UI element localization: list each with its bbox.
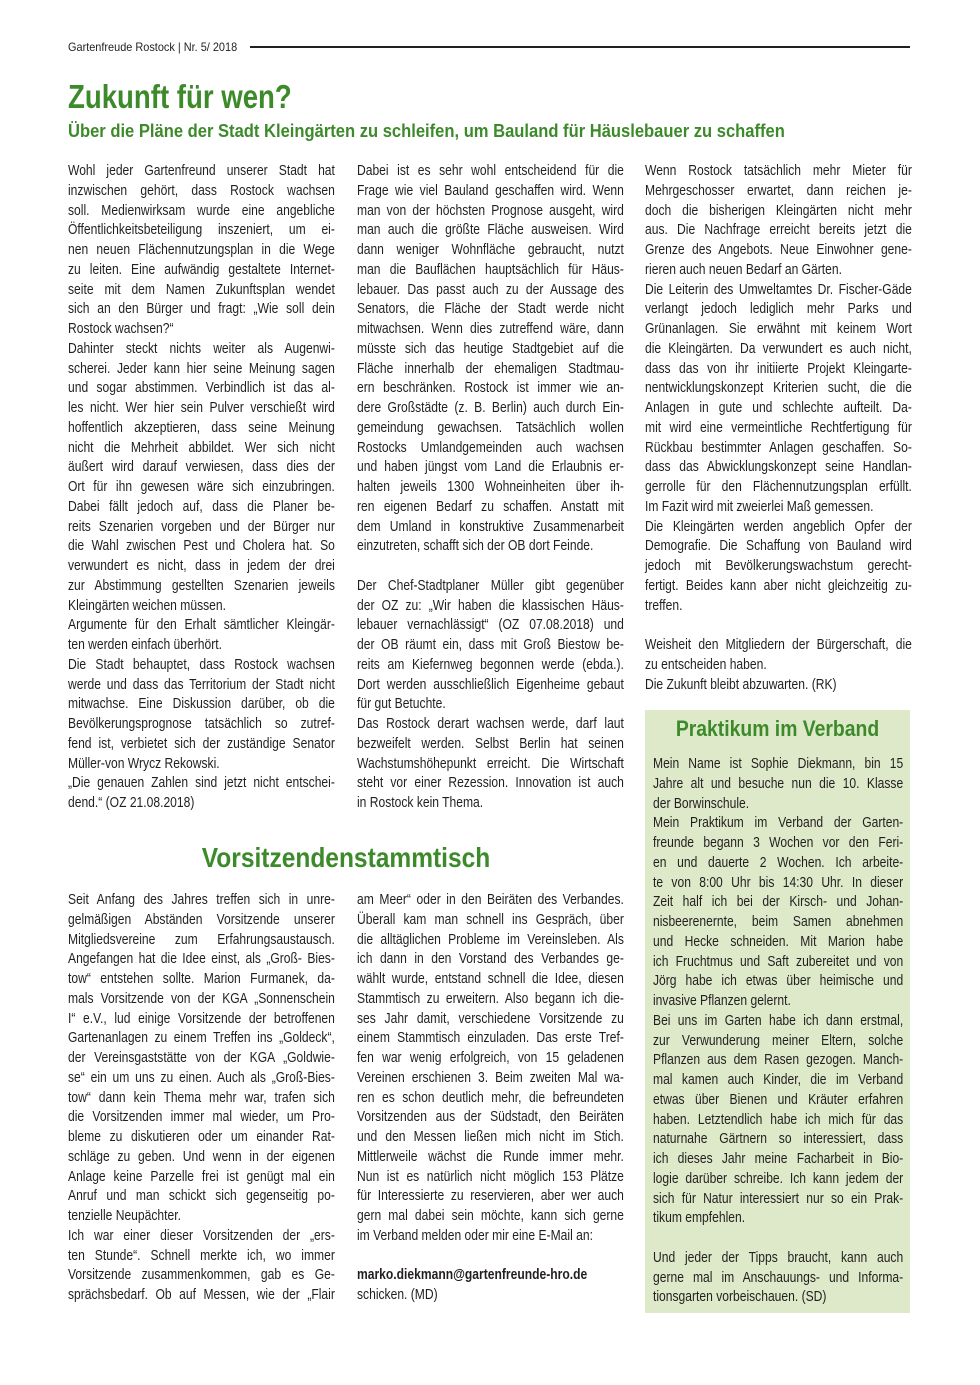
text-line: les nicht. Wer hier sein Pulver verschießt wird (68, 400, 335, 416)
text-line: reits am Kiefernweg begonnen werde (ebda.). (357, 656, 624, 673)
text-line: man die Bauflächen hauptsächlich für Häus- (357, 261, 624, 278)
paragraph (653, 755, 903, 814)
text-line: jedoch mit Bevölkerungswachstum gerecht- (645, 558, 912, 574)
text-line: Das Rostock derart wachsen werde, darf laut (357, 716, 624, 732)
text-line: Mein Name ist Sophie Diekmann, bin 15 (653, 756, 904, 772)
paragraph (653, 1249, 903, 1308)
text-line: seite mit dem Namen Zukunftsplan wendet (68, 281, 335, 298)
text-line: Der Chef-Stadtplaner Müller gibt gegenüber (357, 577, 624, 594)
paragraph (68, 1227, 335, 1306)
paragraph (645, 162, 912, 281)
text-line: Kleingärten weichen müssen. (68, 597, 226, 614)
text-line: mitwachsen. Wenn dies zutreffend wäre, dann (357, 321, 624, 337)
text-line: Die Stadt behauptet, dass Rostock wachsen (68, 656, 335, 673)
text-line: Dabei ist es sehr wohl entscheidend für die (357, 163, 624, 179)
text-line: Anlage keine Parzelle frei ist genügt mal ein (68, 1168, 335, 1185)
text-line: halten jeweils 1300 Wohneinheiten über ih- (357, 479, 624, 495)
paragraph (653, 1012, 903, 1229)
article2-column-1 (68, 891, 335, 1306)
text-line: äußert wird darauf verwiesen, dass dies der (68, 459, 335, 476)
text-line: mals Vorsitzende von der KGA „Sonnenschein (68, 990, 335, 1007)
text-line: nisbeerenernte, beim Samen abnehmen (653, 914, 904, 930)
article-column-3-bottom (645, 636, 912, 695)
text-line: dem Umland in konstruktive Zusammenarbeit (357, 518, 624, 535)
text-line: steht vor einer Rezession. Innovation ist auch (357, 775, 624, 792)
article2-closing: schicken. (MD) (357, 1287, 438, 1303)
text-line: Rostock wachsen?“ (68, 321, 174, 337)
text-line: Dabei fällt jedoch auf, dass die Planer be- (68, 498, 335, 515)
paragraph (357, 577, 624, 715)
text-line: Anruf und man schickt sich gegenseitig po- (68, 1188, 335, 1205)
text-line: Mehrgeschosser erwartet, dann reichen je- (645, 182, 912, 199)
text-line: für Interessierte zu reservieren, aber wer auch (357, 1188, 624, 1205)
text-line: und haben jüngst vom Land die Erlaubnis er- (357, 459, 624, 476)
text-line: ich dieses Jahr meine Facharbeit in Bio- (653, 1151, 904, 1167)
text-line: Jörg habe ich etwas über heimische und (653, 973, 904, 990)
article-column-2-bottom (357, 577, 624, 814)
text-line: Wachstumshöhepunkt erreicht. Die Wirtschaft (357, 755, 624, 772)
text-line: man auch die größte Fläche ausweisen. Wird (357, 222, 624, 239)
article-column-1 (68, 162, 335, 814)
text-line: Mitgliedsvereine zum Erfahrungsaustausch. (68, 931, 335, 948)
text-line: Grünanlagen. Sie erwähnt mit keinem Wort (645, 321, 912, 337)
text-line: sprächsbedarf. Ob auf Messen, wie der „Flair (68, 1287, 335, 1303)
text-line: etwas über Bienen und Kräuter erfahren (653, 1091, 904, 1108)
text-line: ich dann in den Vorstand des Verbandes ge- (357, 951, 624, 968)
text-line: sich an den Bürger und fragt: „Wie soll dein (68, 301, 335, 318)
text-line: naturnahe Gärtnern so interessiert, dass (653, 1131, 904, 1148)
article2-title: Vorsitzendenstammtisch (201, 842, 491, 873)
text-line: Frage wie viel Bauland geschaffen wird. Wenn (357, 182, 624, 199)
text-line: fend ist, verbietet sich der zuständige Senator (68, 735, 335, 752)
text-line: müsste sich das heutige Stadtgebiet auf die (357, 340, 624, 357)
text-line: wählt wurde, entstand schnell die Idee, diesen (357, 971, 624, 987)
text-line: tionsgarten vorbeischauen. (SD) (653, 1289, 827, 1306)
text-line: der OZ zu: „Wir haben die klassischen Häus- (357, 597, 624, 614)
text-line: doch die bisherigen Kleingärten nicht mehr (645, 202, 912, 219)
text-line: Rostocks Umlandgemeinden auch wachsen (357, 439, 624, 456)
text-line: mitwachse. Eine Diskussion darüber, ob die (68, 696, 335, 713)
article-column-2-top (357, 162, 624, 557)
text-line: nentwicklungskonzept Kriterien sucht, die die (645, 380, 912, 397)
text-line: die Wahl zwischen Pest und Cholera hat. So (68, 538, 335, 555)
text-line: Anlagen in gute und schlechte aufteilt. Da- (645, 400, 912, 416)
text-line: gerrolle für den Flächennutzungsplan erfüllt. (645, 479, 912, 495)
text-line: dass das Abwicklungskonzept seine Handlan- (645, 459, 912, 476)
text-line: die Vorsitzenden immer mal wieder, um Pro- (68, 1109, 335, 1126)
text-line: Vorsitzende zusammenkommen, gab es Ge- (68, 1267, 335, 1284)
paragraph (645, 636, 912, 676)
text-line: tow“ dann kein Thema mehr war, trafen sich (68, 1089, 335, 1106)
text-line: verwundert es nicht, dass in jedem der drei (68, 558, 335, 574)
email-address: marko.diekmann@gartenfreunde-hro.de (357, 1267, 588, 1284)
paragraph (68, 656, 335, 775)
text-line: hoffentlich akzeptieren, dass seine Meinung (68, 419, 335, 436)
text-line: Weisheit den Mitgliedern der Bürgerschaft, die (645, 637, 912, 653)
text-line: lebauer. Das passt auch zu der Aussage des (357, 281, 624, 298)
text-line: „Die genauen Zahlen sind jetzt nicht entschei- (68, 775, 335, 792)
text-line: zur Verwunderung meiner Eltern, solche (653, 1032, 904, 1049)
text-line: gelmäßigen Abständen Vorsitzende unserer (68, 911, 335, 928)
text-line: nicht die Mehrheit abbildet. Wer sich nicht (68, 439, 335, 456)
text-line: reits Szenarien vorgeben und der Bürger nur (68, 518, 335, 535)
text-line: schläge zu geben. Und wenn in der eigenen (68, 1148, 335, 1165)
text-line: Rückbau bestimmter Anlagen geschaffen. So- (645, 439, 912, 456)
text-line: Die Kleingärten werden angeblich Opfer der (645, 518, 912, 535)
text-line: mal kamen auch Kinder, die im Verband (653, 1072, 904, 1088)
paragraph (68, 616, 335, 656)
text-line: Pflanzen aus dem Rasen gezogen. Manch- (653, 1052, 904, 1069)
text-line: der Vereinsgaststätte von der KGA „Goldwie- (68, 1050, 335, 1066)
text-line: Überall kam man schnell ins Gespräch, über (357, 911, 624, 928)
text-line: Wenn Rostock tatsächlich mehr Mieter für (645, 163, 912, 179)
text-line: scherei. Jeder kann hier seine Meinung sagen (68, 360, 335, 377)
text-line: sich für Natur interessiert nur so ein Prak- (653, 1190, 904, 1207)
text-line: lebauer vernachlässigt“ (OZ 07.08.2018) und (357, 617, 624, 634)
article-column-3-top (645, 162, 912, 616)
text-line: Angefangen hat die Idee einst, als „Groß- Bies- (68, 951, 335, 968)
text-line: ich Fruchtmus und Saft zubereitet und von (653, 953, 904, 970)
text-line: tikum empfehlen. (653, 1210, 746, 1227)
text-line: Dahinter steckt nichts weiter als Augenwi- (68, 340, 335, 357)
text-line: am Meer“ oder in den Beiräten des Verbandes. (357, 892, 624, 908)
article-title: Zukunft für wen? (68, 78, 292, 115)
text-line: logie darüber schreibe. Ich kann jedem der (653, 1170, 904, 1187)
text-line: Im Fazit wird mit zweierlei Maß gemessen. (645, 498, 874, 515)
paragraph (68, 340, 335, 617)
text-line: treffen. (645, 597, 683, 614)
text-line: der Borwinschule. (653, 795, 750, 812)
text-line: Und jeder der Tipps braucht, kann auch (653, 1249, 904, 1266)
text-line: Die Zukunft bleibt abzuwarten. (RK) (645, 676, 837, 693)
text-line: Gartenanlagen zu einem Treffen ins „Goldeck“, (68, 1030, 335, 1047)
text-line: Argumente für den Erhalt sämtlicher Kleingär- (68, 617, 335, 634)
text-line: die Kleingärten. Da verwundert es auch nicht, (645, 340, 912, 357)
text-line: Demografie. Die Schaffung von Bauland wird (645, 538, 912, 555)
text-line: Nun ist es natürlich nicht möglich 153 Plätze (357, 1168, 624, 1185)
text-line: ren es schon deutlich mehr, die befreundeten (357, 1089, 624, 1106)
text-line: rieren auch neuen Bedarf an Gärten. (645, 261, 842, 278)
text-line: inzwischen gehört, dass Rostock wachsen (68, 182, 335, 199)
paragraph (645, 676, 912, 696)
text-line: und den Messen ließen mich nicht im Stich. (357, 1129, 624, 1145)
paragraph (357, 162, 624, 557)
text-line: te von 8:00 Uhr bis 14:30 Uhr. In dieser (653, 874, 904, 891)
text-line: und sogar abstimmen. Verbindlich ist das al- (68, 380, 335, 397)
sidebar-text-top (653, 755, 903, 1229)
text-line: gerne mal im Anschauungs- und Informa- (653, 1269, 904, 1286)
text-line: Ich war einer dieser Vorsitzenden der „ers- (68, 1227, 335, 1244)
text-line: gern mal dabei sein möchte, kann sich gerne (357, 1208, 624, 1224)
paragraph (68, 891, 335, 1227)
text-line: werde und dass das Territorium der Stadt nicht (68, 676, 335, 693)
text-line: und Hecke schneiden. Mit Marion habe (653, 933, 904, 950)
text-line: Grenze des Angebots. Neue Einwohner gene- (645, 242, 912, 258)
paragraph (357, 715, 624, 814)
running-title: Gartenfreude Rostock | Nr. 5/ 2018 (68, 40, 238, 54)
text-line: Bevölkerungsprognose tatsächlich so zutref- (68, 716, 335, 732)
sidebar-text-bottom (653, 1249, 903, 1308)
article2-column-2 (357, 891, 624, 1247)
text-line: ren eigenen Bedarf zu schaffen. Anstatt mit (357, 498, 624, 515)
text-line: für gut Betuchte. (357, 696, 446, 713)
text-line: man von der höchsten Prognose ausgeht, wird (357, 202, 624, 219)
text-line: Wohl jeder Gartenfreund unserer Stadt hat (68, 163, 335, 179)
text-line: invasive Pflanzen gelernt. (653, 993, 791, 1009)
text-line: tenzielle Neupächter. (68, 1208, 181, 1224)
text-line: gemeindung gewachsen. Tatsächlich wollen (357, 419, 624, 436)
text-line: dere Großstädte (z. B. Berlin) auch durch Ein- (357, 400, 624, 416)
text-line: die alltäglichen Probleme im Vereinsleben. Als (357, 931, 624, 948)
text-line: Seit Anfang des Jahres treffen sich in unre- (68, 892, 335, 908)
text-line: in Rostock kein Thema. (357, 795, 484, 811)
paragraph (68, 774, 335, 814)
article-subtitle: Über die Pläne der Stadt Kleingärten zu schleifen, um Bauland für Häuslebauer zu schaffen (68, 121, 785, 141)
text-line: Fläche innerhalb der ehemaligen Stadtmau- (357, 360, 624, 377)
text-line: fen war wenig erfolgreich, von 15 geladenen (357, 1050, 624, 1066)
text-line: dend.“ (OZ 21.08.2018) (68, 795, 195, 811)
text-line: nen neuen Flächennutzungsplan in die Wege (68, 242, 335, 258)
text-line: zur Abstimmung gestellten Szenarien jeweils (68, 577, 335, 594)
paragraph (645, 518, 912, 617)
paragraph (357, 891, 624, 1247)
text-line: se“ ein um uns zu einen. Auch als „Groß-Bies- (68, 1069, 335, 1086)
text-line: der OB räumt ein, dass mit Groß Biestow be- (357, 637, 624, 653)
text-line: Die Leiterin des Umweltamtes Dr. Fischer-Gäde (645, 281, 912, 298)
text-line: I“ e.V., lud einige Vorsitzende der betroffenen (68, 1010, 335, 1027)
text-line: einzutreten, schafft sich der OB dort Feinde. (357, 538, 594, 555)
text-line: Zeit half ich bei der Kirsch- und Johan- (653, 894, 904, 911)
text-line: Ort für ihn gewesen wäre sich einzubringen. (68, 479, 335, 495)
text-line: Müller-von Wrycz Rekowski. (68, 755, 220, 772)
text-line: aus. Die Nachfrage erreicht bereits jetzt die (645, 222, 912, 239)
text-line: Dort werden ausschließlich Eigenheime gebaut (357, 676, 624, 693)
text-line: Bei uns im Garten habe ich dann erstmal, (653, 1012, 904, 1029)
text-line: en und dauerte 2 Wochen. Ich arbeite- (653, 854, 904, 871)
sidebar-title: Praktikum im Verband (675, 716, 880, 741)
text-line: soll. Medienwirksam wurde eine angebliche (68, 202, 335, 219)
text-line: dass das von ihr initiierte Projekt Kleingarte- (645, 360, 912, 377)
text-line: haben. Letztendlich habe ich mich für das (653, 1111, 904, 1128)
text-line: ern beschränken. Rostock ist immer wie an- (357, 380, 624, 397)
text-line: Öffentlichkeitsbeteiligung inszeniert, um ei- (68, 222, 335, 239)
text-line: einem Stammtisch einzuladen. Das erste Tref- (357, 1030, 624, 1047)
text-line: Mein Praktikum im Verband der Garten- (653, 815, 904, 832)
paragraph (68, 162, 335, 340)
text-line: bezweifelt werden. Selbst Berlin hat seinen (357, 735, 624, 752)
header-rule (250, 46, 910, 48)
text-line: ten werden einfach überhört. (68, 637, 222, 653)
text-line: mit wird eine vermeintliche Rechtfertigung für (645, 419, 912, 436)
paragraph (653, 814, 903, 1012)
text-line: tow“ entstehen sollte. Marion Furmanek, da- (68, 971, 335, 987)
text-line: ten Stunde“. Schnell merkte ich, wo immer (68, 1247, 335, 1264)
text-line: zu leiten. Eine aufwändig gestaltete Internet- (68, 261, 335, 278)
text-line: Vorsitzenden aus der Südstadt, den Beiräten (357, 1109, 624, 1126)
text-line: im Verband melden oder mir eine E-Mail an: (357, 1227, 593, 1244)
text-line: Jahre alt und besuche nun die 10. Klasse (653, 775, 904, 792)
text-line: Senators, die Fläche der Stadt werde nicht (357, 301, 624, 318)
text-line: bleme zu diskutieren oder um einander Rat- (68, 1129, 335, 1145)
text-line: Stammtisch zu erweitern. Also begann ich die- (357, 990, 624, 1007)
text-line: Mittlerweile wächst die Runde immer mehr. (357, 1148, 624, 1165)
text-line: zu entscheiden haben. (645, 656, 767, 673)
text-line: verlangt jedoch lediglich mehr Parks und (645, 301, 912, 318)
text-line: ses Jahr damit, verschiedene Vorsitzende zu (357, 1010, 624, 1027)
text-line: freunde begann 3 Wochen vor den Feri- (653, 835, 904, 851)
paragraph (645, 281, 912, 518)
text-line: Vereinen erschienen 3. Beim zweiten Mal wa- (357, 1069, 624, 1086)
text-line: fertigt. Beides kann aber nicht gleichzeitig zu- (645, 577, 912, 594)
text-line: dann weniger Wohnfläche gebraucht, nutzt (357, 242, 624, 258)
